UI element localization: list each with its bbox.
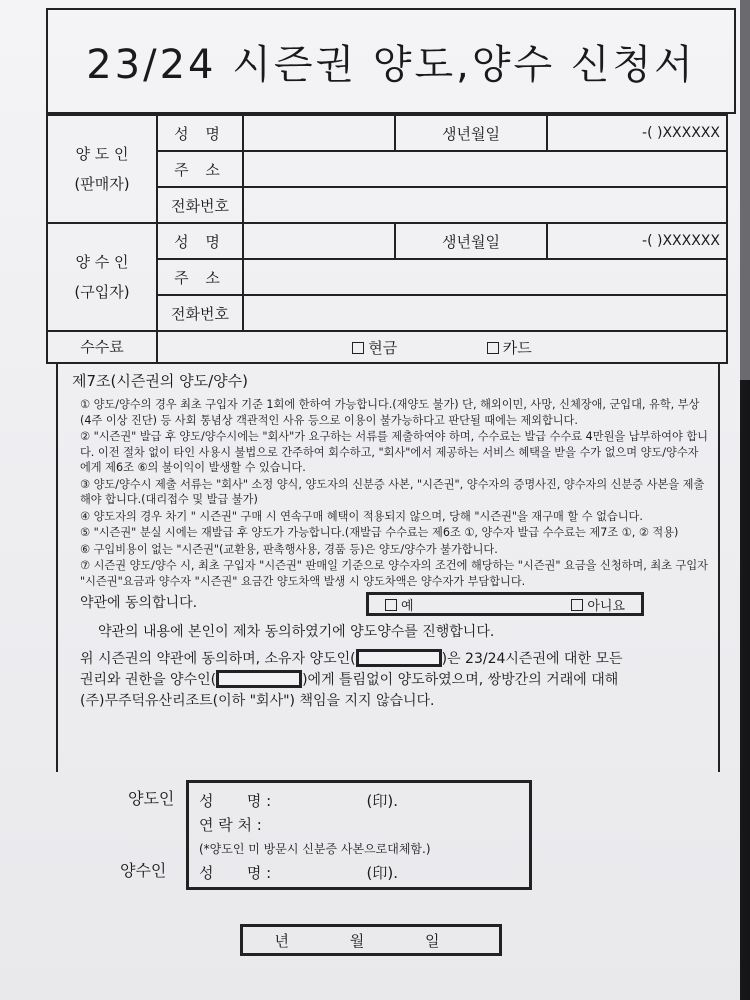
buyer-name-redaction (216, 670, 302, 688)
seller-address-field[interactable] (243, 151, 727, 187)
seller-name-redaction (356, 649, 442, 667)
transfer-statement: 위 시즌권의 약관에 동의하며, 소유자 양도인( )은 23/24시즌권에 대한 모든 권리와 권한을 양수인( )에게 틀림없이 양도하였으며, 쌍방간의 거래에 대해 (주)무주덕유산리조트(이하 "회사") 책임을 지지 않습니다. (80, 651, 623, 709)
terms-item: ② "시즌권" 발급 후 양도/양수시에는 "회사"가 요구하는 서류를 제출하여야 하며, 수수료는 발급 수수료 4만원을 납부하여야 합니다. 이전 절차 없이 타인 사용시 불법으로 간주하여 회수하고, "회사"에서 제공하는 서비스 혜택을 받을 수가 없으며 양도/양수자에게 제6조 ⑥의 불이익이 발생할 수 있습니다. (80, 430, 708, 474)
agree-prompt: 약관에 동의합니다. (80, 595, 198, 611)
agree-yes-option[interactable]: 예 (385, 595, 414, 614)
party-info-table (46, 114, 728, 364)
buyer-group-label: 양 수 인 (구입자) (47, 223, 157, 331)
form-title-box (46, 8, 736, 114)
date-field[interactable]: 년 월 일 (240, 924, 502, 956)
id-copy-note: (*양도인 미 방문시 신분증 사본으로대체함.) (199, 842, 431, 856)
buyer-sign-name-line[interactable]: 성 명 : (印). (199, 864, 399, 882)
terms-list (58, 397, 718, 589)
no-checkbox[interactable] (571, 599, 583, 611)
seller-birth-field[interactable]: -( )XXXXXX (547, 115, 727, 151)
terms-item: ④ 양도자의 경우 차기 " 시즌권" 구매 시 연속구매 혜택이 적용되지 않으며, 당해 "시즌권"을 재구매 할 수 없습니다. (80, 509, 643, 523)
terms-item: ⑥ 구입비용이 없는 "시즌권"(교환용, 판촉행사용, 경품 등)은 양도/양수가 불가합니다. (80, 542, 498, 556)
buyer-birth-field[interactable]: -( )XXXXXX (547, 223, 727, 259)
signature-box (186, 780, 532, 890)
seller-phone-label: 전화번호 (157, 187, 243, 223)
terms-item: ① 양도/양수의 경우 최초 구입자 기준 1회에 한하여 가능합니다.(재양도 불가) 단, 해외이민, 사망, 신체장애, 군입대, 유학, 부상(4주 이상 진단) 등 사회 통념상 객관적인 사유 등으로 이용이 불가능하다고 판단될 때에는 제외합니다. (80, 398, 700, 427)
buyer-name-field[interactable] (243, 223, 395, 259)
agree-no-option[interactable]: 아니요 (571, 595, 625, 614)
buyer-phone-field[interactable] (243, 295, 727, 331)
buyer-sign-label: 양수인 (120, 861, 167, 880)
fee-card-option[interactable]: 카드 (487, 339, 532, 357)
agree-choice-box (366, 592, 644, 616)
seller-address-label: 주 소 (157, 151, 243, 187)
terms-item: ⑤ "시즌권" 분실 시에는 재발급 후 양도가 가능합니다.(재발급 수수료는 제6조 ①, 양수자 발급 수수료는 제7조 ①, ② 적용) (80, 526, 679, 539)
seller-birth-label: 생년월일 (395, 115, 547, 151)
buyer-name-row (47, 223, 727, 259)
seller-sign-label: 양도인 (128, 789, 175, 808)
terms-item: ③ 양도/양수시 제출 서류는 "회사" 소정 양식, 양도자의 신분증 사본, "시즌권", 양수자의 증명사진, 양수자의 신분증 사본을 제출해야 합니다.(대리접수 및 발급 불가) (80, 477, 705, 506)
card-checkbox[interactable] (487, 342, 499, 354)
buyer-name-label: 성 명 (157, 223, 243, 259)
seller-phone-field[interactable] (243, 187, 727, 223)
fee-cash-option[interactable]: 현금 (352, 339, 397, 357)
buyer-phone-label: 전화번호 (157, 295, 243, 331)
fee-label: 수수료 (47, 331, 157, 363)
seller-sign-name-line[interactable]: 성 명 : (印). (199, 792, 399, 810)
seller-name-field[interactable] (243, 115, 395, 151)
buyer-address-field[interactable] (243, 259, 727, 295)
fee-options (157, 331, 727, 363)
terms-section (56, 362, 720, 772)
seller-contact-line[interactable]: 연 락 처 : (199, 816, 262, 834)
fee-row (47, 331, 727, 363)
seller-group-label: 양 도 인 (판매자) (47, 115, 157, 223)
buyer-birth-label: 생년월일 (395, 223, 547, 259)
seller-name-row (47, 115, 727, 151)
form-title: 23/24 시즌권 양도,양수 신청서 (86, 41, 696, 88)
buyer-address-label: 주 소 (157, 259, 243, 295)
cash-checkbox[interactable] (352, 342, 364, 354)
seller-name-label: 성 명 (157, 115, 243, 151)
terms-heading: 제7조(시즌권의 양도/양수) (72, 372, 248, 390)
terms-item: ⑦ 시즌권 양도/양수 시, 최초 구입자 "시즌권" 판매일 기준으로 양수자의 조건에 해당하는 "시즌권" 요금을 신청하며, 최초 구입자 "시즌권"요금과 양수자 "시즌권" 요금간 양도차액 발생 시 양도차액은 양수자가 부담합니다. (80, 559, 708, 588)
yes-checkbox[interactable] (385, 599, 397, 611)
agree-row (80, 592, 718, 616)
proceed-statement: 약관의 내용에 본인이 제차 동의하였기에 양도양수를 진행합니다. (98, 624, 495, 640)
